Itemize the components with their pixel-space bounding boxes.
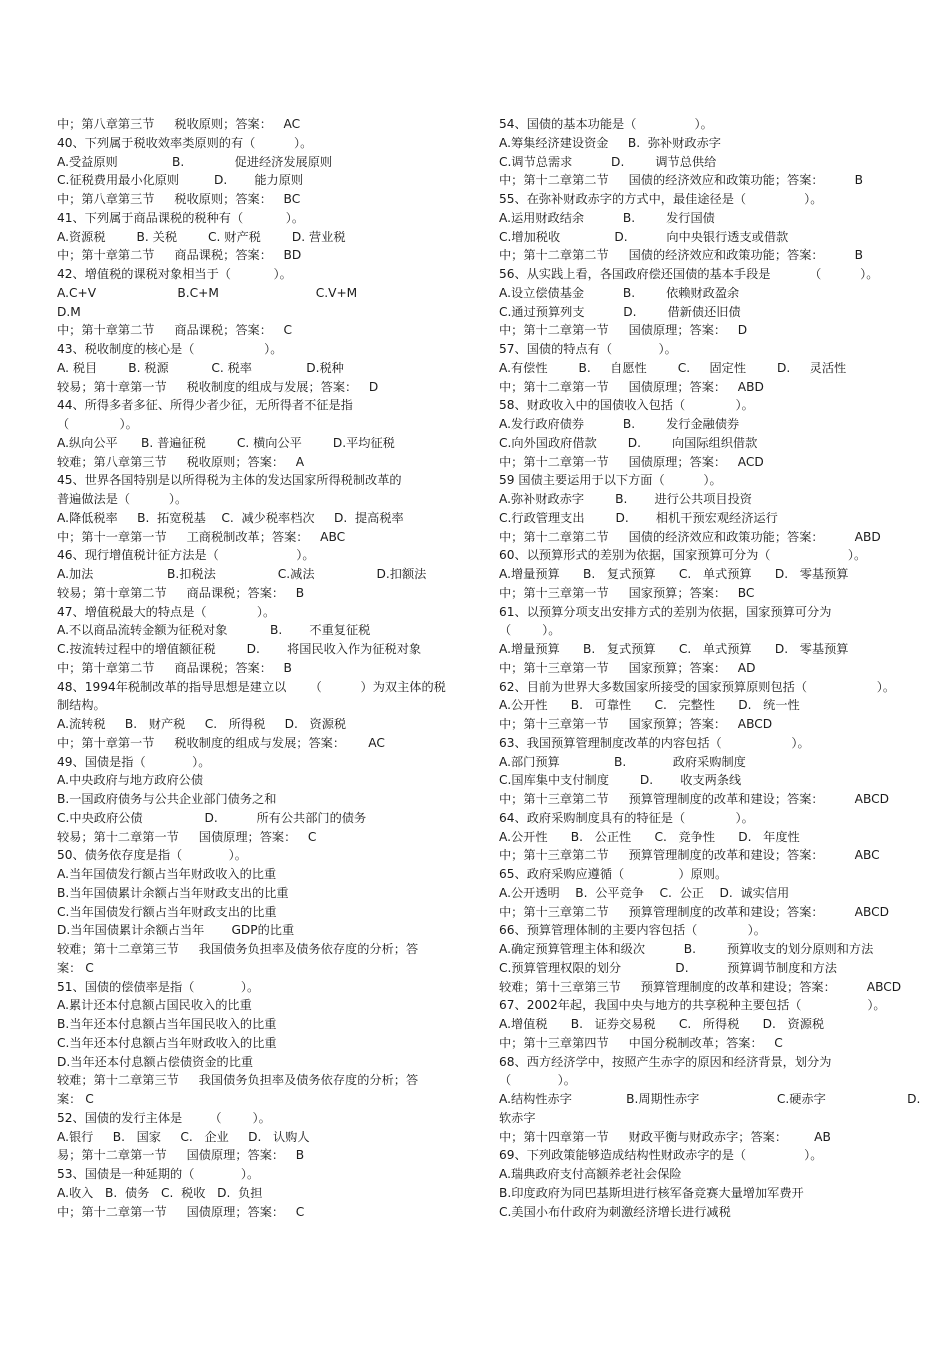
text-line: 中；第十二章第二节 国债的经济效应和政策功能；答案： B [499, 248, 863, 263]
text-line: （ ）。 [499, 623, 561, 638]
text-line: A.部门预算 B. 政府采购制度 [499, 754, 746, 769]
text-line: 中；第十三章第二节 预算管理制度的改革和建设；答案： ABCD [499, 792, 889, 806]
text-line: 较难；第十二章第三节 我国债务负担率及债务依存度的分析；答 [57, 1073, 419, 1088]
text-line: A.筹集经济建设资金 B. 弥补财政赤字 [499, 135, 721, 150]
text-line: 较难；第八章第三节 税收原则；答案： A [57, 454, 305, 469]
text-line: 中；第十章第二节 商品课税；答案： B [57, 660, 292, 675]
text-line: C.增加税收 D. 向中央银行透支或借款 [499, 229, 789, 244]
text-line: 中；第十三章第二节 预算管理制度的改革和建设；答案： ABCD [499, 904, 889, 919]
text-line: 中；第十二章第一节 国债原理；答案： C [57, 1204, 305, 1219]
text-line: A.银行 B. 国家 C. 企业 D. 认购人 [57, 1129, 310, 1144]
text-line: C.行政管理支出 D. 相机干预宏观经济运行 [499, 510, 778, 525]
text-line: 61、以预算分项支出安排方式的差别为依据，国家预算可分为 [499, 604, 832, 619]
text-line: A.不以商品流转金额为征税对象 B. 不重复征税 [57, 623, 371, 638]
text-line: B.当年还本付息额占当年国民收入的比重 [57, 1017, 277, 1031]
text-line: 中；第十二章第二节 国债的经济效应和政策功能；答案： ABD [499, 529, 881, 544]
text-line: 41、下列属于商品课税的税种有（ ）。 [57, 210, 305, 225]
text-line: D.M [57, 304, 81, 319]
text-line: 68、西方经济学中，按照产生赤字的原因和经济背景，划分为 [499, 1054, 832, 1069]
text-line: 66、预算管理体制的主要内容包括（ ）。 [499, 923, 766, 938]
text-line: 62、目前为世界大多数国家所接受的国家预算原则包括（ ）。 [499, 679, 896, 694]
text-line: 案： C [57, 1092, 94, 1106]
text-line: A.受益原则 B. 促进经济发展原则 [57, 154, 333, 169]
text-line: C.征税费用最小化原则 D. 能力原则 [57, 173, 304, 188]
text-line: 47、增值税最大的特点是（ ）。 [57, 604, 276, 619]
text-line: C.国库集中支付制度 D. 收支两条线 [499, 773, 742, 788]
text-line: A.有偿性 B. 自愿性 C. 固定性 D. 灵活性 [499, 360, 847, 375]
text-line: A.运用财政结余 B. 发行国债 [499, 210, 715, 225]
text-line: D.当年还本付息额占偿债资金的比重 [57, 1054, 254, 1069]
text-line: A.增量预算 B. 复式预算 C. 单式预算 D. 零基预算 [499, 642, 849, 656]
text-line: 中；第十二章第一节 国债原理；答案： ABD [499, 379, 764, 394]
text-line: 58、财政收入中的国债收入包括（ ）。 [499, 398, 754, 413]
text-line: A.当年国债发行额占当年财政收入的比重 [57, 867, 277, 881]
text-line: 53、国债是一种延期的（ ）。 [57, 1167, 260, 1181]
text-line: 45、世界各国特别是以所得税为主体的发达国家所得税制改革的 [57, 473, 402, 488]
text-line: 69、下列政策能够造成结构性财政赤字的是（ ）。 [499, 1148, 823, 1163]
text-line: 中；第十章第二节 商品课税；答案： C [57, 323, 293, 338]
text-line: A.流转税 B. 财产税 C. 所得税 D. 资源税 [57, 717, 347, 731]
text-line: B.一国政府债务与公共企业部门债务之和 [57, 792, 277, 806]
text-line: 易；第十二章第一节 国债原理；答案： B [57, 1148, 305, 1163]
text-line: A.发行政府债券 B. 发行金融债券 [499, 417, 740, 431]
text-line: 50、债务依存度是指（ ）。 [57, 848, 247, 863]
text-line: 67、2002年起，我国中央与地方的共享税种主要包括（ ）。 [499, 998, 886, 1013]
right-column [499, 115, 921, 1221]
text-line: 59 国债主要运用于以下方面（ ）。 [499, 473, 722, 488]
text-line: 54、国债的基本功能是（ ）。 [499, 117, 713, 131]
text-line: 中；第十一章第一节 工商税制改革；答案： ABC [57, 529, 346, 544]
text-line: 中；第十三章第一节 国家预算；答案： ABCD [499, 717, 773, 731]
text-line: A.瑞典政府支付高额养老社会保险 [499, 1167, 682, 1181]
text-line: A.C+V B.C+M C.V+M [57, 285, 358, 300]
text-line: B.印度政府为同巴基斯坦进行核军备竞赛大量增加军费开 [499, 1185, 804, 1200]
text-line: 制结构。 [57, 698, 106, 713]
text-line: A. 税目 B. 税源 C. 税率 D.税种 [57, 360, 344, 375]
text-line: 48、1994年税制改革的指导思想是建立以 （ ）为双主体的税 [57, 679, 446, 694]
text-line: A.收入 B. 债务 C. 税收 D. 负担 [57, 1185, 263, 1200]
text-line: A.结构性赤字 B.周期性赤字 C.硬赤字 D. [499, 1092, 921, 1106]
text-line: C.调节总需求 D. 调节总供给 [499, 154, 717, 169]
text-line: C.预算管理权限的划分 D. 预算调节制度和方法 [499, 960, 837, 975]
text-line: C.当年国债发行额占当年财政支出的比重 [57, 904, 277, 919]
text-line: 软赤字 [499, 1110, 536, 1125]
text-line: 43、税收制度的核心是（ ）。 [57, 342, 283, 356]
text-line: 中；第十三章第四节 中国分税制改革；答案： C [499, 1035, 783, 1050]
text-line: A.公开性 B. 可靠性 C. 完整性 D. 统一性 [499, 698, 800, 713]
text-line: A.降低税率 B. 拓宽税基 C. 减少税率档次 D. 提高税率 [57, 510, 404, 525]
text-line: A.增量预算 B. 复式预算 C. 单式预算 D. 零基预算 [499, 567, 849, 581]
text-line: A.加法 B.扣税法 C.减法 D.扣额法 [57, 567, 427, 581]
text-line: C.通过预算列支 D. 借新债还旧债 [499, 304, 741, 319]
text-line: 40、下列属于税收效率类原则的有（ ）。 [57, 135, 313, 150]
text-line: A.公开性 B. 公正性 C. 竞争性 D. 年度性 [499, 829, 800, 844]
text-line: 中；第十二章第一节 国债原理；答案： D [499, 323, 748, 338]
text-line: C.当年还本付息额占当年财政收入的比重 [57, 1035, 277, 1050]
text-line: D.当年国债累计余额占当年 GDP的比重 [57, 923, 295, 938]
text-line: 60、以预算形式的差别为依据，国家预算可分为（ ）。 [499, 548, 867, 563]
text-line: 案： C [57, 960, 94, 975]
text-line: 64、政府采购制度具有的特征是（ ）。 [499, 810, 754, 825]
text-line: 44、所得多者多征、所得少者少征，无所得者不征是指 [57, 398, 353, 413]
text-line: A.弥补财政赤字 B. 进行公共项目投资 [499, 492, 752, 506]
text-line: C.中央政府公债 D. 所有公共部门的债务 [57, 810, 367, 825]
text-line: A.纵向公平 B. 普遍征税 C. 横向公平 D.平均征税 [57, 435, 395, 450]
text-line: 较易；第十章第一节 税收制度的组成与发展；答案： D [57, 379, 379, 394]
text-line: 中；第十三章第二节 预算管理制度的改革和建设；答案： ABC [499, 848, 880, 863]
text-line: 较易；第十章第二节 商品课税；答案： B [57, 585, 305, 600]
text-line: 普遍做法是（ ）。 [57, 492, 188, 506]
text-line: 51、国债的偿债率是指（ ）。 [57, 979, 260, 994]
text-line: （ ）。 [57, 417, 138, 431]
text-line: A.公开透明 B. 公平竞争 C. 公正 D. 诚实信用 [499, 885, 790, 900]
text-line: 63、我国预算管理制度改革的内容包括（ ）。 [499, 735, 810, 750]
text-line: A.增值税 B. 证券交易税 C. 所得税 D. 资源税 [499, 1017, 825, 1031]
text-line: 56、从实践上看，各国政府偿还国债的基本手段是 （ ）。 [499, 267, 879, 281]
text-line: 46、现行增值税计征方法是（ ）。 [57, 548, 315, 563]
text-line: C.按流转过程中的增值额征税 D. 将国民收入作为征税对象 [57, 642, 422, 656]
text-line: 中；第十三章第一节 国家预算；答案： AD [499, 660, 756, 675]
text-line: A.确定预算管理主体和级次 B. 预算收支的划分原则和方法 [499, 942, 874, 956]
text-line: C.向外国政府借款 D. 向国际组织借款 [499, 435, 758, 450]
text-line: 较难；第十三章第三节 预算管理制度的改革和建设；答案： ABCD [499, 979, 902, 994]
text-line: 中；第十章第二节 商品课税；答案： BD [57, 248, 302, 263]
text-line: 中；第十四章第一节 财政平衡与财政赤字；答案： AB [499, 1129, 831, 1144]
text-line: A.中央政府与地方政府公债 [57, 773, 204, 788]
text-line: A.累计还本付息额占国民收入的比重 [57, 998, 252, 1013]
text-line: A.资源税 B. 关税 C. 财产税 D. 营业税 [57, 229, 346, 244]
text-line: 较易；第十二章第一节 国债原理；答案： C [57, 829, 317, 844]
text-line: 49、国债是指（ ）。 [57, 754, 211, 769]
text-line: 中；第八章第三节 税收原则；答案： AC [57, 117, 301, 131]
text-line: 中；第十二章第一节 国债原理；答案： ACD [499, 454, 764, 469]
text-line: 65、政府采购应遵循（ ）原则。 [499, 867, 728, 881]
text-line: 52、国债的发行主体是 （ ）。 [57, 1110, 271, 1125]
text-line: 中；第十章第一节 税收制度的组成与发展；答案： AC [57, 735, 385, 750]
text-line: 中；第十二章第二节 国债的经济效应和政策功能；答案： B [499, 173, 863, 188]
left-column [57, 115, 457, 1221]
text-line: B.当年国债累计余额占当年财政支出的比重 [57, 885, 289, 900]
text-line: 中；第八章第三节 税收原则；答案： BC [57, 192, 301, 206]
text-line: C.美国小布什政府为刺激经济增长进行减税 [499, 1204, 731, 1219]
text-line: 中；第十三章第一节 国家预算；答案： BC [499, 585, 755, 600]
text-line: 57、国债的特点有（ ）。 [499, 342, 677, 356]
text-line: （ ）。 [499, 1073, 576, 1088]
text-line: 较难；第十二章第三节 我国债务负担率及债务依存度的分析；答 [57, 942, 419, 956]
text-line: 42、增值税的课税对象相当于（ ）。 [57, 267, 292, 281]
text-line: A.设立偿债基金 B. 依赖财政盈余 [499, 285, 740, 300]
text-line: 55、在弥补财政赤字的方式中，最佳途径是（ ）。 [499, 192, 823, 206]
